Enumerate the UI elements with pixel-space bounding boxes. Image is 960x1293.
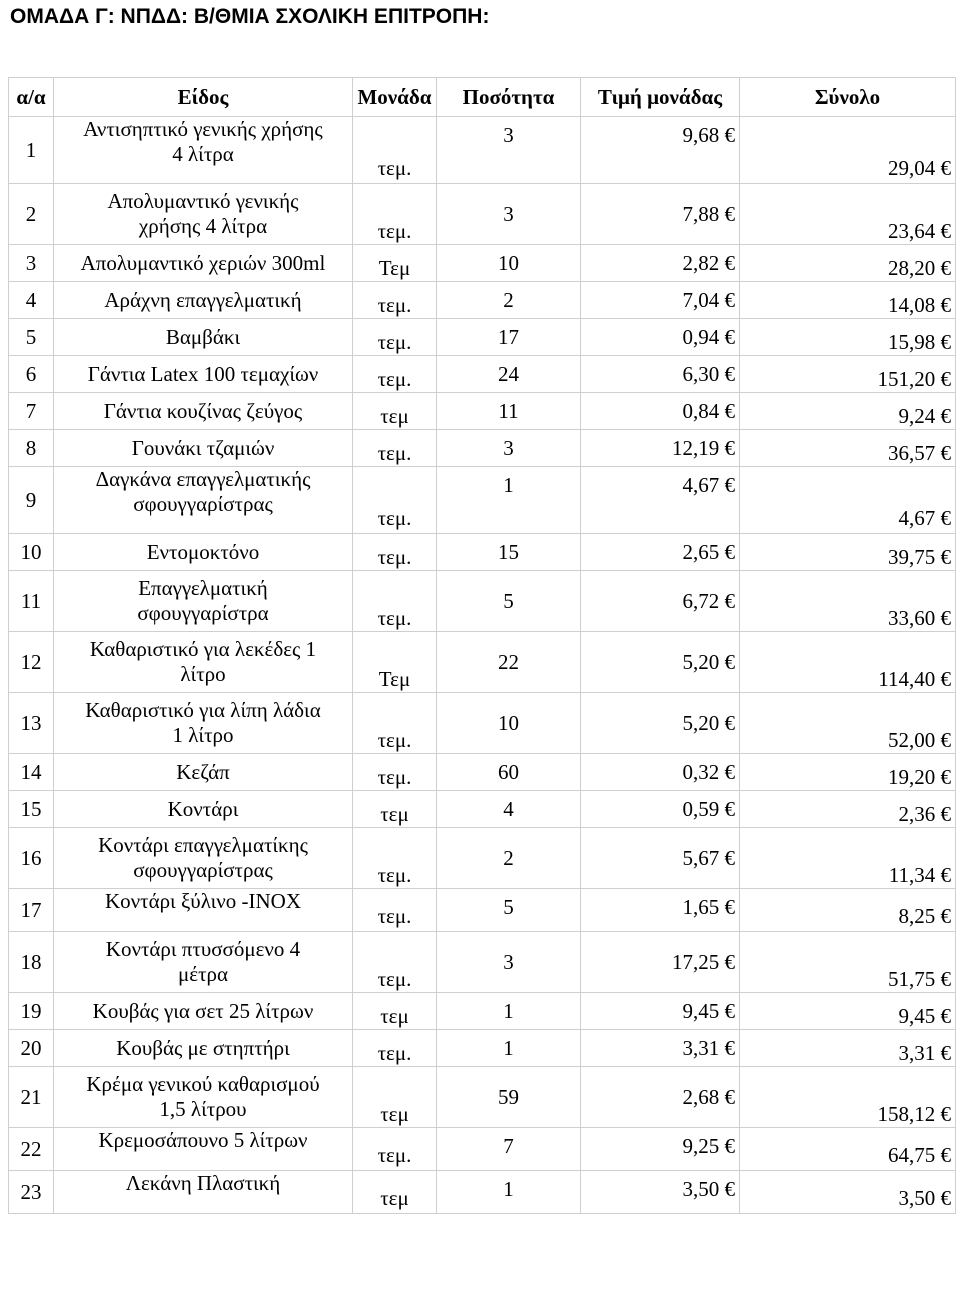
cell-name-line1: Λεκάνη Πλαστική xyxy=(125,1171,281,1195)
cell-price: 2,82 € xyxy=(581,245,740,282)
cell-aa: 16 xyxy=(9,828,54,889)
cell-unit: τεμ. xyxy=(353,754,437,791)
cell-total: 11,34 € xyxy=(740,828,956,889)
cell-unit: τεμ. xyxy=(353,1030,437,1067)
table-row xyxy=(9,828,956,889)
cell-qty: 3 xyxy=(437,932,581,993)
cell-name xyxy=(54,117,353,184)
cell-unit: Τεμ xyxy=(353,632,437,693)
cell-name xyxy=(54,754,353,791)
cell-name-line2: σφουγγαρίστρα xyxy=(137,601,269,625)
table-row xyxy=(9,791,956,828)
cell-name xyxy=(54,534,353,571)
cell-qty: 5 xyxy=(437,571,581,632)
cell-qty: 3 xyxy=(437,117,581,184)
cell-name xyxy=(54,467,353,534)
cell-name-line2: χρήσης 4 λίτρα xyxy=(138,214,268,238)
cell-unit: τεμ xyxy=(353,791,437,828)
table-row xyxy=(9,932,956,993)
table-row xyxy=(9,754,956,791)
cell-price: 2,65 € xyxy=(581,534,740,571)
cell-name xyxy=(54,889,353,932)
cell-aa: 6 xyxy=(9,356,54,393)
cell-price: 6,72 € xyxy=(581,571,740,632)
cell-aa: 19 xyxy=(9,993,54,1030)
cell-name xyxy=(54,791,353,828)
cell-price: 5,20 € xyxy=(581,693,740,754)
cell-aa: 21 xyxy=(9,1067,54,1128)
cell-total: 14,08 € xyxy=(740,282,956,319)
cell-unit: τεμ. xyxy=(353,534,437,571)
cell-qty: 7 xyxy=(437,1128,581,1171)
cell-name-line1: Αράχνη επαγγελματική xyxy=(104,287,302,312)
cell-price: 0,32 € xyxy=(581,754,740,791)
cell-qty: 5 xyxy=(437,889,581,932)
cell-unit: τεμ xyxy=(353,993,437,1030)
cell-aa: 2 xyxy=(9,184,54,245)
cell-name xyxy=(54,245,353,282)
cell-unit: τεμ. xyxy=(353,828,437,889)
table-row xyxy=(9,245,956,282)
cell-price: 0,94 € xyxy=(581,319,740,356)
cell-name-line2: σφουγγαρίστρας xyxy=(133,858,273,882)
cell-name-line1: Επαγγελματική xyxy=(138,576,268,600)
cell-unit: τεμ xyxy=(353,393,437,430)
cell-name-line1: Κρέμα γενικού καθαρισμού xyxy=(86,1072,320,1096)
cell-name-line1: Αντισηπτικό γενικής χρήσης xyxy=(83,117,323,141)
cell-aa: 9 xyxy=(9,467,54,534)
cell-aa: 12 xyxy=(9,632,54,693)
table-row xyxy=(9,1067,956,1128)
table-row xyxy=(9,571,956,632)
cell-total: 28,20 € xyxy=(740,245,956,282)
cell-qty: 3 xyxy=(437,430,581,467)
table-row xyxy=(9,632,956,693)
cell-qty: 17 xyxy=(437,319,581,356)
cell-total: 51,75 € xyxy=(740,932,956,993)
table-header-row xyxy=(9,78,956,117)
cell-name-line1: Κρεμοσάπουνο 5 λίτρων xyxy=(98,1128,308,1152)
table-row xyxy=(9,1030,956,1067)
cell-name xyxy=(54,356,353,393)
cell-unit: τεμ. xyxy=(353,932,437,993)
cell-name xyxy=(54,1067,353,1128)
cell-total: 36,57 € xyxy=(740,430,956,467)
cell-aa: 8 xyxy=(9,430,54,467)
cell-price: 5,67 € xyxy=(581,828,740,889)
cell-total: 19,20 € xyxy=(740,754,956,791)
cell-name-line2: 4 λίτρα xyxy=(172,142,234,166)
cell-aa: 23 xyxy=(9,1171,54,1214)
cell-total: 15,98 € xyxy=(740,319,956,356)
cell-aa: 7 xyxy=(9,393,54,430)
cell-name xyxy=(54,1030,353,1067)
cell-name xyxy=(54,571,353,632)
cell-qty: 1 xyxy=(437,993,581,1030)
cell-name xyxy=(54,430,353,467)
cell-price: 4,67 € xyxy=(581,467,740,534)
cell-price: 9,25 € xyxy=(581,1128,740,1171)
header-unit: Μονάδα xyxy=(353,78,437,117)
cell-price: 9,68 € xyxy=(581,117,740,184)
table-row xyxy=(9,889,956,932)
cell-name-line2: λίτρο xyxy=(180,662,226,686)
table-row xyxy=(9,993,956,1030)
cell-price: 3,31 € xyxy=(581,1030,740,1067)
cell-total: 9,24 € xyxy=(740,393,956,430)
cell-name-line1: Γάντια Latex 100 τεμαχίων xyxy=(87,361,319,386)
items-table xyxy=(8,77,956,1214)
cell-name xyxy=(54,632,353,693)
cell-unit: τεμ. xyxy=(353,319,437,356)
cell-name-line1: Απολυμαντικό γενικής xyxy=(107,189,299,213)
cell-total: 52,00 € xyxy=(740,693,956,754)
cell-aa: 17 xyxy=(9,889,54,932)
cell-name-line1: Κοντάρι επαγγελματίκης xyxy=(98,833,308,857)
cell-total: 3,31 € xyxy=(740,1030,956,1067)
table-row xyxy=(9,356,956,393)
cell-name xyxy=(54,184,353,245)
cell-aa: 22 xyxy=(9,1128,54,1171)
cell-name-line1: Καθαριστικό για λεκέδες 1 xyxy=(89,637,317,661)
cell-name-line2: 1,5 λίτρου xyxy=(159,1097,247,1121)
cell-name-line1: Κοντάρι xyxy=(167,796,239,821)
cell-name xyxy=(54,319,353,356)
cell-total: 23,64 € xyxy=(740,184,956,245)
cell-unit: τεμ. xyxy=(353,282,437,319)
table-row xyxy=(9,1171,956,1214)
cell-total: 151,20 € xyxy=(740,356,956,393)
cell-price: 0,59 € xyxy=(581,791,740,828)
cell-aa: 4 xyxy=(9,282,54,319)
cell-price: 17,25 € xyxy=(581,932,740,993)
cell-aa: 13 xyxy=(9,693,54,754)
cell-price: 9,45 € xyxy=(581,993,740,1030)
cell-name xyxy=(54,393,353,430)
cell-name xyxy=(54,282,353,319)
cell-price: 1,65 € xyxy=(581,889,740,932)
cell-qty: 24 xyxy=(437,356,581,393)
cell-price: 5,20 € xyxy=(581,632,740,693)
cell-price: 2,68 € xyxy=(581,1067,740,1128)
cell-qty: 1 xyxy=(437,1030,581,1067)
cell-aa: 3 xyxy=(9,245,54,282)
cell-name-line1: Κοντάρι πτυσσόμενο 4 xyxy=(105,937,301,961)
cell-price: 6,30 € xyxy=(581,356,740,393)
cell-unit: τεμ. xyxy=(353,1128,437,1171)
cell-total: 29,04 € xyxy=(740,117,956,184)
cell-total: 33,60 € xyxy=(740,571,956,632)
cell-name-line1: Καθαριστικό για λίπη λάδια xyxy=(85,698,321,722)
cell-aa: 18 xyxy=(9,932,54,993)
cell-price: 7,88 € xyxy=(581,184,740,245)
cell-total: 64,75 € xyxy=(740,1128,956,1171)
cell-total: 2,36 € xyxy=(740,791,956,828)
table-row xyxy=(9,467,956,534)
cell-total: 39,75 € xyxy=(740,534,956,571)
cell-name-line1: Γάντια κουζίνας ζεύγος xyxy=(103,398,303,423)
cell-total: 9,45 € xyxy=(740,993,956,1030)
cell-unit: τεμ. xyxy=(353,117,437,184)
cell-qty: 15 xyxy=(437,534,581,571)
cell-name-line1: Κουβάς για σετ 25 λίτρων xyxy=(92,998,314,1023)
cell-name xyxy=(54,1171,353,1214)
cell-qty: 10 xyxy=(437,245,581,282)
header-price: Τιμή μονάδας xyxy=(581,78,740,117)
cell-name xyxy=(54,932,353,993)
cell-name-line1: Δαγκάνα επαγγελματικής xyxy=(95,467,311,491)
cell-qty: 22 xyxy=(437,632,581,693)
cell-name-line1: Κεζάπ xyxy=(176,759,230,784)
cell-name-line1: Γουνάκι τζαμιών xyxy=(131,435,275,460)
cell-name-line1: Εντομοκτόνο xyxy=(146,539,260,564)
cell-qty: 11 xyxy=(437,393,581,430)
cell-name xyxy=(54,693,353,754)
cell-qty: 2 xyxy=(437,828,581,889)
cell-aa: 14 xyxy=(9,754,54,791)
header-aa: α/α xyxy=(9,78,54,117)
cell-unit: τεμ. xyxy=(353,571,437,632)
cell-unit: τεμ xyxy=(353,1171,437,1214)
cell-total: 4,67 € xyxy=(740,467,956,534)
cell-total: 158,12 € xyxy=(740,1067,956,1128)
cell-qty: 59 xyxy=(437,1067,581,1128)
table-row xyxy=(9,693,956,754)
table-row xyxy=(9,319,956,356)
cell-name xyxy=(54,1128,353,1171)
cell-qty: 1 xyxy=(437,1171,581,1214)
cell-price: 7,04 € xyxy=(581,282,740,319)
cell-qty: 10 xyxy=(437,693,581,754)
cell-unit: τεμ xyxy=(353,1067,437,1128)
table-row xyxy=(9,1128,956,1171)
cell-name xyxy=(54,993,353,1030)
table-row xyxy=(9,184,956,245)
cell-name-line2: 1 λίτρο xyxy=(172,723,234,747)
cell-name-line2: μέτρα xyxy=(178,962,228,986)
cell-aa: 1 xyxy=(9,117,54,184)
cell-aa: 11 xyxy=(9,571,54,632)
header-qty: Ποσότητα xyxy=(437,78,581,117)
cell-unit: τεμ. xyxy=(353,693,437,754)
cell-name xyxy=(54,828,353,889)
cell-qty: 2 xyxy=(437,282,581,319)
header-total: Σύνολο xyxy=(740,78,956,117)
cell-unit: Τεμ xyxy=(353,245,437,282)
cell-price: 3,50 € xyxy=(581,1171,740,1214)
cell-unit: τεμ. xyxy=(353,467,437,534)
cell-unit: τεμ. xyxy=(353,184,437,245)
cell-aa: 5 xyxy=(9,319,54,356)
cell-qty: 1 xyxy=(437,467,581,534)
cell-price: 0,84 € xyxy=(581,393,740,430)
cell-name-line2: σφουγγαρίστρας xyxy=(133,492,273,516)
table-row xyxy=(9,430,956,467)
cell-name-line1: Απολυμαντικό χεριών 300ml xyxy=(80,250,326,275)
cell-unit: τεμ. xyxy=(353,889,437,932)
cell-name-line1: Κουβάς με στηπτήρι xyxy=(116,1035,290,1060)
table-row xyxy=(9,393,956,430)
cell-price: 12,19 € xyxy=(581,430,740,467)
table-body xyxy=(9,117,956,1214)
cell-total: 8,25 € xyxy=(740,889,956,932)
page-title: ΟΜΑΔΑ Γ: ΝΠΔΔ: Β/ΘΜΙΑ ΣΧΟΛΙΚΗ ΕΠΙΤΡΟΠΗ: xyxy=(10,5,490,28)
cell-qty: 60 xyxy=(437,754,581,791)
table-row xyxy=(9,534,956,571)
cell-qty: 4 xyxy=(437,791,581,828)
cell-aa: 15 xyxy=(9,791,54,828)
cell-name-line1: Βαμβάκι xyxy=(165,324,241,349)
cell-unit: τεμ. xyxy=(353,356,437,393)
table-row xyxy=(9,117,956,184)
header-name: Είδος xyxy=(54,78,353,117)
table-row xyxy=(9,282,956,319)
cell-qty: 3 xyxy=(437,184,581,245)
cell-aa: 10 xyxy=(9,534,54,571)
cell-total: 3,50 € xyxy=(740,1171,956,1214)
cell-total: 114,40 € xyxy=(740,632,956,693)
cell-aa: 20 xyxy=(9,1030,54,1067)
cell-name-line1: Κοντάρι ξύλινο -INOX xyxy=(104,889,302,913)
cell-unit: τεμ. xyxy=(353,430,437,467)
